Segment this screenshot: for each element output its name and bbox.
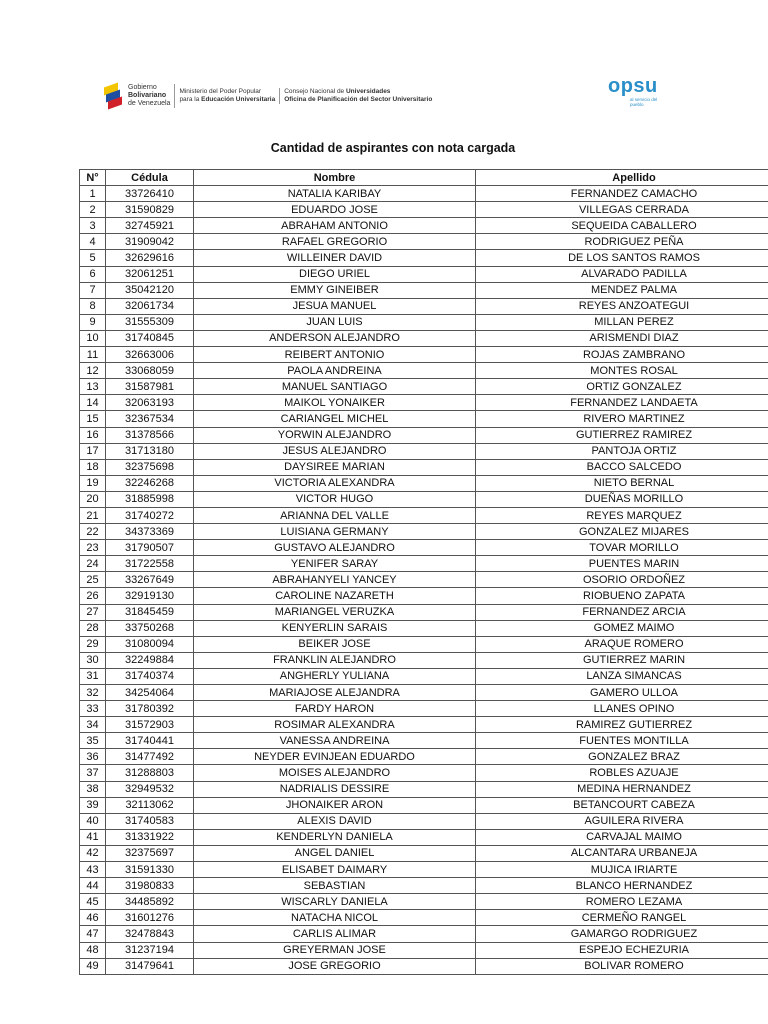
cell-last-name: FUENTES MONTILLA (476, 733, 768, 749)
cell-first-name: YORWIN ALEJANDRO (194, 427, 476, 443)
cell-id: 31740272 (106, 507, 194, 523)
cell-last-name: GOMEZ MAIMO (476, 620, 768, 636)
cell-number: 37 (80, 765, 106, 781)
cell-id: 32375697 (106, 845, 194, 861)
cell-first-name: JUAN LUIS (194, 314, 476, 330)
cell-number: 22 (80, 524, 106, 540)
cell-last-name: GONZALEZ MIJARES (476, 524, 768, 540)
cell-first-name: ELISABET DAIMARY (194, 862, 476, 878)
cell-id: 32061251 (106, 266, 194, 282)
cell-first-name: FARDY HARON (194, 701, 476, 717)
cell-number: 42 (80, 845, 106, 861)
table-row (80, 330, 768, 346)
table-row (80, 234, 768, 250)
cell-id: 34254064 (106, 685, 194, 701)
cell-id: 32663006 (106, 347, 194, 363)
table-row (80, 314, 768, 330)
table-row (80, 347, 768, 363)
cell-last-name: ROBLES AZUAJE (476, 765, 768, 781)
table-row (80, 218, 768, 234)
table-row (80, 781, 768, 797)
cell-number: 34 (80, 717, 106, 733)
cell-last-name: BETANCOURT CABEZA (476, 797, 768, 813)
cell-number: 14 (80, 395, 106, 411)
cell-first-name: EMMY GINEIBER (194, 282, 476, 298)
table-row (80, 556, 768, 572)
cell-last-name: LLANES OPINO (476, 701, 768, 717)
table-row (80, 395, 768, 411)
table-row (80, 829, 768, 845)
cell-id: 32375698 (106, 459, 194, 475)
cell-number: 27 (80, 604, 106, 620)
cell-number: 46 (80, 910, 106, 926)
cell-first-name: JESUA MANUEL (194, 298, 476, 314)
cell-number: 35 (80, 733, 106, 749)
cell-last-name: DUEÑAS MORILLO (476, 491, 768, 507)
column-header-first-name: Nombre (194, 170, 476, 186)
cell-first-name: KENDERLYN DANIELA (194, 829, 476, 845)
table-row (80, 701, 768, 717)
cell-id: 32367534 (106, 411, 194, 427)
cell-id: 31740374 (106, 668, 194, 684)
cell-id: 31790507 (106, 540, 194, 556)
cell-id: 31587981 (106, 379, 194, 395)
table-row (80, 668, 768, 684)
cell-first-name: VICTORIA ALEXANDRA (194, 475, 476, 491)
cell-first-name: MOISES ALEJANDRO (194, 765, 476, 781)
cell-first-name: CAROLINE NAZARETH (194, 588, 476, 604)
table-row (80, 459, 768, 475)
cell-number: 23 (80, 540, 106, 556)
cell-last-name: LANZA SIMANCAS (476, 668, 768, 684)
cell-number: 31 (80, 668, 106, 684)
cell-first-name: ALEXIS DAVID (194, 813, 476, 829)
cell-first-name: CARIANGEL MICHEL (194, 411, 476, 427)
cell-last-name: FERNANDEZ LANDAETA (476, 395, 768, 411)
cell-id: 31477492 (106, 749, 194, 765)
opsu-tagline: al servicio del pueblo (630, 97, 658, 107)
cell-id: 32629616 (106, 250, 194, 266)
cell-first-name: GUSTAVO ALEJANDRO (194, 540, 476, 556)
cell-id: 31479641 (106, 958, 194, 974)
cell-last-name: ARISMENDI DIAZ (476, 330, 768, 346)
government-logo (104, 78, 432, 114)
cell-id: 31740441 (106, 733, 194, 749)
table-row (80, 749, 768, 765)
cell-number: 2 (80, 202, 106, 218)
cell-first-name: JOSE GREGORIO (194, 958, 476, 974)
cell-last-name: AGUILERA RIVERA (476, 813, 768, 829)
cell-id: 32249884 (106, 652, 194, 668)
government-name: Gobierno Bolivariano de Venezuela (128, 84, 175, 108)
cell-last-name: VILLEGAS CERRADA (476, 202, 768, 218)
cell-last-name: FERNANDEZ CAMACHO (476, 186, 768, 202)
cell-number: 43 (80, 862, 106, 878)
cell-first-name: WISCARLY DANIELA (194, 894, 476, 910)
cell-number: 20 (80, 491, 106, 507)
cell-first-name: LUISIANA GERMANY (194, 524, 476, 540)
cell-number: 40 (80, 813, 106, 829)
flag-icon (104, 81, 124, 111)
cell-number: 11 (80, 347, 106, 363)
cell-id: 31980833 (106, 878, 194, 894)
cell-id: 32478843 (106, 926, 194, 942)
cell-number: 28 (80, 620, 106, 636)
cell-first-name: EDUARDO JOSE (194, 202, 476, 218)
cell-last-name: NIETO BERNAL (476, 475, 768, 491)
cell-last-name: MEDINA HERNANDEZ (476, 781, 768, 797)
cell-id: 31909042 (106, 234, 194, 250)
table-row (80, 652, 768, 668)
cell-first-name: GREYERMAN JOSE (194, 942, 476, 958)
cell-id: 31722558 (106, 556, 194, 572)
cell-first-name: JESUS ALEJANDRO (194, 443, 476, 459)
cell-number: 29 (80, 636, 106, 652)
table-row (80, 443, 768, 459)
table-row (80, 813, 768, 829)
opsu-logo (608, 76, 672, 106)
table-row (80, 926, 768, 942)
table-row (80, 475, 768, 491)
council-name: Consejo Nacional de Universidades Oficina de Planificación del Sector Universitario (284, 88, 433, 103)
applicants-table (79, 169, 768, 975)
cell-id: 31572903 (106, 717, 194, 733)
cell-number: 13 (80, 379, 106, 395)
table-row (80, 491, 768, 507)
cell-first-name: RAFAEL GREGORIO (194, 234, 476, 250)
cell-number: 49 (80, 958, 106, 974)
cell-id: 33267649 (106, 572, 194, 588)
cell-number: 24 (80, 556, 106, 572)
cell-id: 32745921 (106, 218, 194, 234)
cell-id: 35042120 (106, 282, 194, 298)
cell-number: 18 (80, 459, 106, 475)
cell-last-name: MUJICA IRIARTE (476, 862, 768, 878)
cell-number: 17 (80, 443, 106, 459)
cell-id: 32246268 (106, 475, 194, 491)
cell-first-name: MARIANGEL VERUZKA (194, 604, 476, 620)
cell-last-name: ARAQUE ROMERO (476, 636, 768, 652)
cell-number: 9 (80, 314, 106, 330)
cell-last-name: OSORIO ORDOÑEZ (476, 572, 768, 588)
cell-number: 12 (80, 363, 106, 379)
table-row (80, 540, 768, 556)
cell-number: 47 (80, 926, 106, 942)
cell-last-name: GONZALEZ BRAZ (476, 749, 768, 765)
cell-last-name: ALVARADO PADILLA (476, 266, 768, 282)
column-header-number: N° (80, 170, 106, 186)
cell-first-name: ABRAHAM ANTONIO (194, 218, 476, 234)
cell-first-name: NEYDER EVINJEAN EDUARDO (194, 749, 476, 765)
table-row (80, 636, 768, 652)
cell-id: 31378566 (106, 427, 194, 443)
table-row (80, 878, 768, 894)
cell-last-name: PANTOJA ORTIZ (476, 443, 768, 459)
column-header-id: Cédula (106, 170, 194, 186)
cell-id: 31590829 (106, 202, 194, 218)
table-row (80, 282, 768, 298)
table-row (80, 942, 768, 958)
cell-first-name: BEIKER JOSE (194, 636, 476, 652)
cell-number: 45 (80, 894, 106, 910)
cell-id: 31780392 (106, 701, 194, 717)
cell-number: 10 (80, 330, 106, 346)
cell-id: 33726410 (106, 186, 194, 202)
cell-number: 41 (80, 829, 106, 845)
table-row (80, 379, 768, 395)
cell-number: 38 (80, 781, 106, 797)
cell-first-name: DIEGO URIEL (194, 266, 476, 282)
cell-number: 36 (80, 749, 106, 765)
table-row (80, 572, 768, 588)
cell-id: 33068059 (106, 363, 194, 379)
cell-id: 34373369 (106, 524, 194, 540)
cell-first-name: VANESSA ANDREINA (194, 733, 476, 749)
cell-last-name: RAMIREZ GUTIERREZ (476, 717, 768, 733)
cell-number: 44 (80, 878, 106, 894)
cell-number: 33 (80, 701, 106, 717)
cell-number: 7 (80, 282, 106, 298)
cell-last-name: BLANCO HERNANDEZ (476, 878, 768, 894)
cell-last-name: GAMARGO RODRIGUEZ (476, 926, 768, 942)
cell-id: 31288803 (106, 765, 194, 781)
cell-last-name: PUENTES MARIN (476, 556, 768, 572)
cell-number: 3 (80, 218, 106, 234)
cell-number: 32 (80, 685, 106, 701)
cell-number: 19 (80, 475, 106, 491)
table-row (80, 524, 768, 540)
table-row (80, 717, 768, 733)
cell-first-name: DAYSIREE MARIAN (194, 459, 476, 475)
table-row (80, 894, 768, 910)
cell-id: 33750268 (106, 620, 194, 636)
cell-first-name: NATALIA KARIBAY (194, 186, 476, 202)
cell-number: 5 (80, 250, 106, 266)
cell-first-name: ANGHERLY YULIANA (194, 668, 476, 684)
cell-first-name: WILLEINER DAVID (194, 250, 476, 266)
table-row (80, 797, 768, 813)
cell-id: 31591330 (106, 862, 194, 878)
cell-first-name: ABRAHANYELI YANCEY (194, 572, 476, 588)
cell-first-name: PAOLA ANDREINA (194, 363, 476, 379)
cell-id: 31237194 (106, 942, 194, 958)
table-row (80, 186, 768, 202)
table-row (80, 363, 768, 379)
document-title: Cantidad de aspirantes con nota cargada (270, 141, 516, 155)
table-row (80, 765, 768, 781)
cell-number: 16 (80, 427, 106, 443)
cell-last-name: REYES MARQUEZ (476, 507, 768, 523)
cell-first-name: SEBASTIAN (194, 878, 476, 894)
cell-id: 31845459 (106, 604, 194, 620)
cell-id: 31601276 (106, 910, 194, 926)
cell-last-name: REYES ANZOATEGUI (476, 298, 768, 314)
cell-last-name: ORTIZ GONZALEZ (476, 379, 768, 395)
table-row (80, 733, 768, 749)
cell-number: 15 (80, 411, 106, 427)
table-row (80, 202, 768, 218)
cell-id: 31740845 (106, 330, 194, 346)
cell-number: 30 (80, 652, 106, 668)
cell-last-name: MONTES ROSAL (476, 363, 768, 379)
cell-first-name: JHONAIKER ARON (194, 797, 476, 813)
cell-number: 6 (80, 266, 106, 282)
cell-number: 25 (80, 572, 106, 588)
cell-last-name: GAMERO ULLOA (476, 685, 768, 701)
cell-first-name: CARLIS ALIMAR (194, 926, 476, 942)
cell-first-name: MARIAJOSE ALEJANDRA (194, 685, 476, 701)
cell-id: 32063193 (106, 395, 194, 411)
cell-first-name: NATACHA NICOL (194, 910, 476, 926)
table-row (80, 266, 768, 282)
table-row (80, 910, 768, 926)
cell-last-name: ROJAS ZAMBRANO (476, 347, 768, 363)
cell-id: 31885998 (106, 491, 194, 507)
cell-first-name: REIBERT ANTONIO (194, 347, 476, 363)
cell-id: 31740583 (106, 813, 194, 829)
cell-first-name: ROSIMAR ALEXANDRA (194, 717, 476, 733)
table-header-row (80, 170, 768, 186)
cell-id: 31713180 (106, 443, 194, 459)
cell-last-name: ALCANTARA URBANEJA (476, 845, 768, 861)
document-header (0, 0, 768, 130)
cell-first-name: ANDERSON ALEJANDRO (194, 330, 476, 346)
cell-number: 4 (80, 234, 106, 250)
table-row (80, 427, 768, 443)
cell-id: 34485892 (106, 894, 194, 910)
cell-number: 48 (80, 942, 106, 958)
cell-first-name: MAIKOL YONAIKER (194, 395, 476, 411)
cell-first-name: FRANKLIN ALEJANDRO (194, 652, 476, 668)
cell-first-name: KENYERLIN SARAIS (194, 620, 476, 636)
cell-first-name: YENIFER SARAY (194, 556, 476, 572)
cell-first-name: ARIANNA DEL VALLE (194, 507, 476, 523)
table-row (80, 507, 768, 523)
table-row (80, 862, 768, 878)
cell-first-name: MANUEL SANTIAGO (194, 379, 476, 395)
cell-number: 21 (80, 507, 106, 523)
cell-id: 31331922 (106, 829, 194, 845)
opsu-wordmark: opsu (608, 75, 658, 97)
table-row (80, 298, 768, 314)
column-header-last-name: Apellido (476, 170, 768, 186)
cell-last-name: DE LOS SANTOS RAMOS (476, 250, 768, 266)
cell-last-name: ROMERO LEZAMA (476, 894, 768, 910)
cell-id: 31555309 (106, 314, 194, 330)
cell-first-name: NADRIALIS DESSIRE (194, 781, 476, 797)
table-row (80, 958, 768, 974)
cell-number: 39 (80, 797, 106, 813)
cell-number: 26 (80, 588, 106, 604)
cell-last-name: CARVAJAL MAIMO (476, 829, 768, 845)
cell-first-name: ANGEL DANIEL (194, 845, 476, 861)
table-row (80, 620, 768, 636)
table-row (80, 588, 768, 604)
table-row (80, 685, 768, 701)
cell-last-name: FERNANDEZ ARCIA (476, 604, 768, 620)
cell-id: 31080094 (106, 636, 194, 652)
cell-last-name: RODRIGUEZ PEÑA (476, 234, 768, 250)
cell-number: 8 (80, 298, 106, 314)
cell-last-name: TOVAR MORILLO (476, 540, 768, 556)
cell-last-name: MENDEZ PALMA (476, 282, 768, 298)
table-row (80, 845, 768, 861)
cell-id: 32061734 (106, 298, 194, 314)
ministry-name: Ministerio del Poder Popular para la Educación Universitaria (175, 88, 280, 104)
cell-last-name: RIVERO MARTINEZ (476, 411, 768, 427)
cell-last-name: ESPEJO ECHEZURIA (476, 942, 768, 958)
cell-last-name: GUTIERREZ RAMIREZ (476, 427, 768, 443)
cell-last-name: SEQUEIDA CABALLERO (476, 218, 768, 234)
cell-id: 32949532 (106, 781, 194, 797)
cell-last-name: CERMEÑO RANGEL (476, 910, 768, 926)
cell-last-name: BACCO SALCEDO (476, 459, 768, 475)
cell-last-name: MILLAN PEREZ (476, 314, 768, 330)
table-row (80, 604, 768, 620)
table-row (80, 411, 768, 427)
cell-last-name: RIOBUENO ZAPATA (476, 588, 768, 604)
cell-number: 1 (80, 186, 106, 202)
cell-last-name: GUTIERREZ MARIN (476, 652, 768, 668)
cell-last-name: BOLIVAR ROMERO (476, 958, 768, 974)
cell-id: 32113062 (106, 797, 194, 813)
cell-id: 32919130 (106, 588, 194, 604)
table-row (80, 250, 768, 266)
cell-first-name: VICTOR HUGO (194, 491, 476, 507)
